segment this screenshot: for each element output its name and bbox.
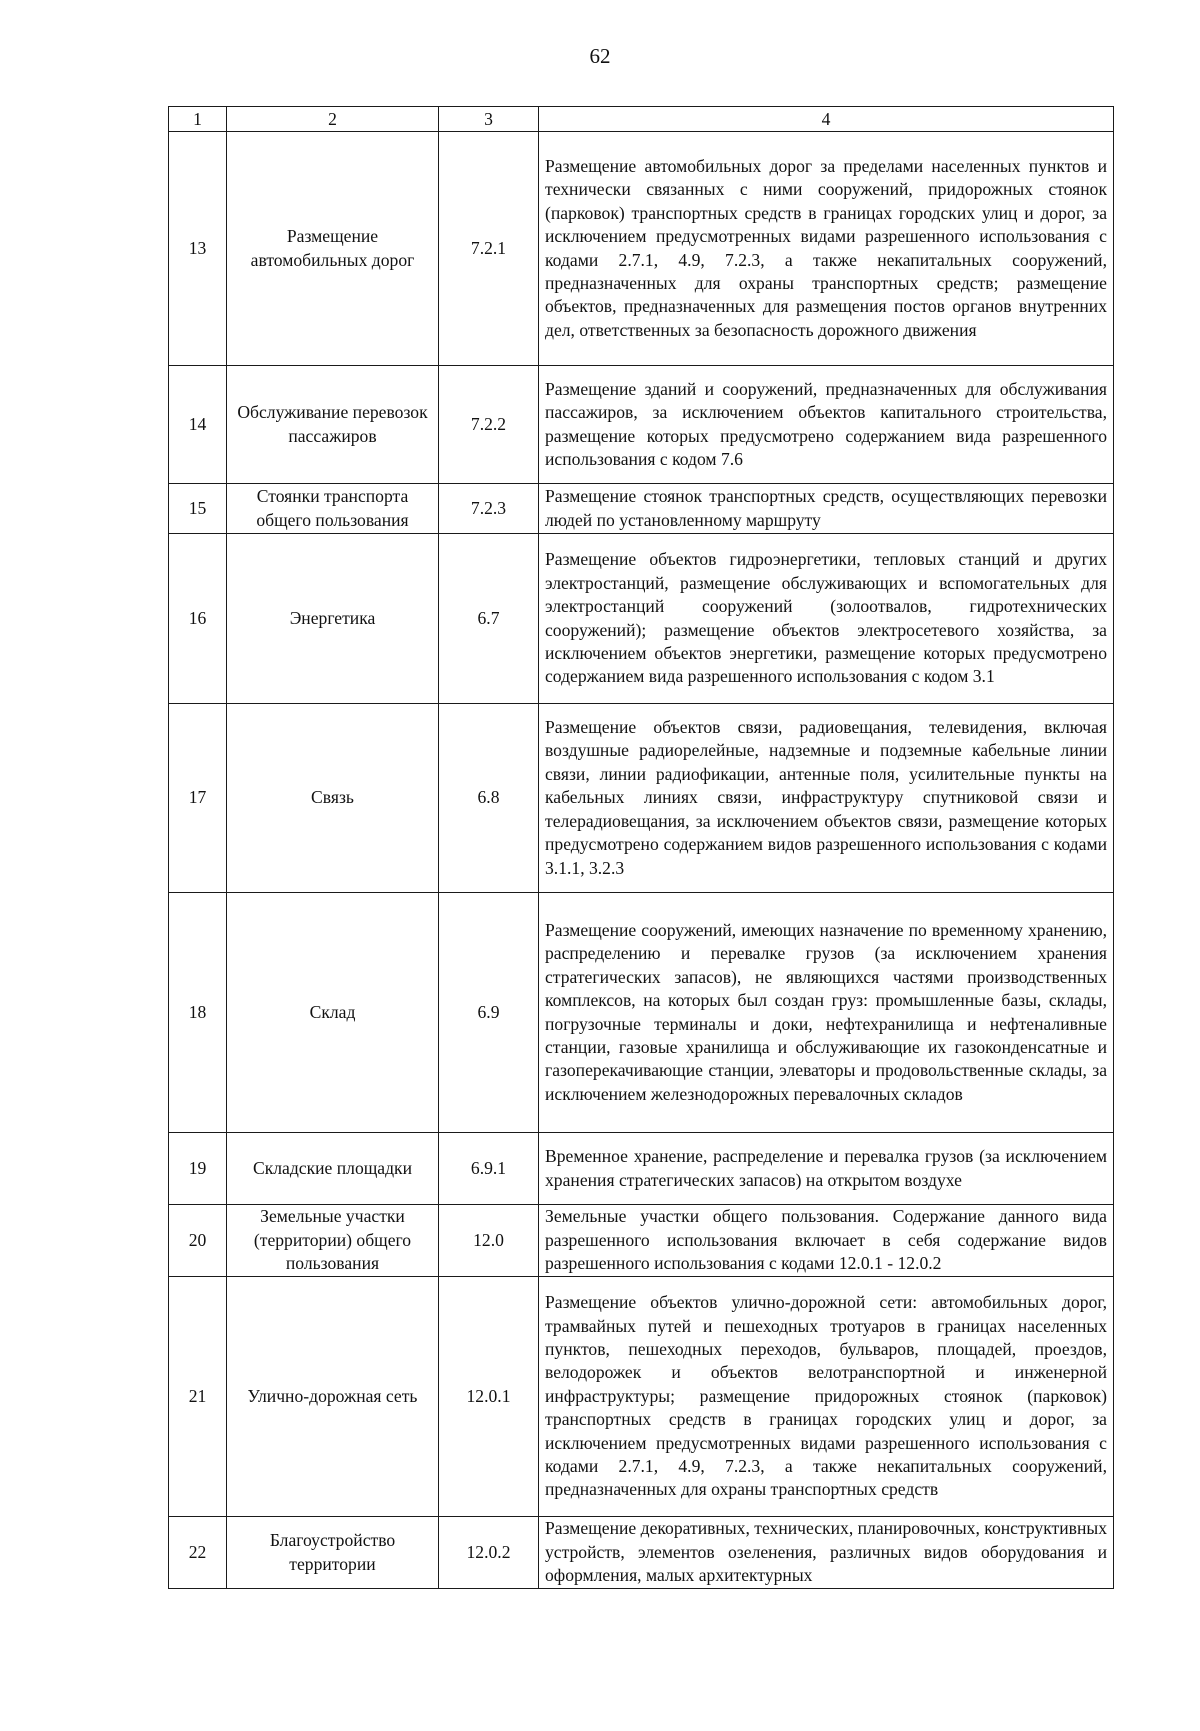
- use-type-code: 6.7: [439, 534, 539, 704]
- use-type-name: Размещение автомобильных дорог: [227, 132, 439, 366]
- use-type-code: 7.2.2: [439, 366, 539, 484]
- row-number: 18: [169, 893, 227, 1133]
- row-number: 19: [169, 1133, 227, 1205]
- row-number: 13: [169, 132, 227, 366]
- column-header: 4: [539, 107, 1114, 132]
- page-number: 62: [589, 44, 611, 68]
- table-row: [169, 704, 1114, 893]
- table-row: [169, 366, 1114, 484]
- use-type-description: Размещение объектов связи, радиовещания, телевидения, включая воздушные радиорелейные, надземные и подземные кабельные линии связи, линии радиофикации, антенные поля, усилительные пункты на кабельных линиях связи, инфраструктуру спутниковой связи и телерадиовещания, за исключением объектов связи, размещение которых предусмотрено содержанием видов разрешенного использования с кодами 3.1.1, 3.2.3: [539, 704, 1114, 893]
- use-type-code: 7.2.3: [439, 484, 539, 534]
- use-type-name: Энергетика: [227, 534, 439, 704]
- column-header: 2: [227, 107, 439, 132]
- row-number: 21: [169, 1277, 227, 1517]
- use-type-code: 6.8: [439, 704, 539, 893]
- row-number: 22: [169, 1517, 227, 1589]
- table-row: [169, 484, 1114, 534]
- table-row: [169, 132, 1114, 366]
- table-row: [169, 1517, 1114, 1589]
- table-row: [169, 1205, 1114, 1277]
- table-row: [169, 1277, 1114, 1517]
- table-row: [169, 893, 1114, 1133]
- table-row: [169, 1133, 1114, 1205]
- row-number: 17: [169, 704, 227, 893]
- use-type-name: Стоянки транспорта общего пользования: [227, 484, 439, 534]
- use-type-description: Размещение объектов улично-дорожной сети: автомобильных дорог, трамвайных путей и пешеходных тротуаров в границах населенных пунктов, пешеходных переходов, бульваров, площадей, проездов, велодорожек и объектов велотранспортной и инженерной инфраструктуры; размещение придорожных стоянок (парковок) транспортных средств в границах городских улиц и дорог, за исключением предусмотренных видами разрешенного использования с кодами 2.7.1, 4.9, 7.2.3, а также некапитальных сооружений, предназначенных для охраны транспортных средств: [539, 1277, 1114, 1517]
- use-type-code: 6.9: [439, 893, 539, 1133]
- table-header-row: [169, 107, 1114, 132]
- use-type-name: Благоустройство территории: [227, 1517, 439, 1589]
- row-number: 14: [169, 366, 227, 484]
- land-use-table: [168, 106, 1114, 1589]
- use-type-name: Обслуживание перевозок пассажиров: [227, 366, 439, 484]
- use-type-description: Размещение стоянок транспортных средств, осуществляющих перевозки людей по установленному маршруту: [539, 484, 1114, 534]
- use-type-description: Временное хранение, распределение и перевалка грузов (за исключением хранения стратегических запасов) на открытом воздухе: [539, 1133, 1114, 1205]
- row-number: 16: [169, 534, 227, 704]
- use-type-code: 6.9.1: [439, 1133, 539, 1205]
- use-type-description: Размещение сооружений, имеющих назначение по временному хранению, распределению и перевалке грузов (за исключением хранения стратегических запасов), не являющихся частями производственных комплексов, на которых был создан груз: промышленные базы, склады, погрузочные терминалы и доки, нефтехранилища и нефтеналивные станции, газовые хранилища и обслуживающие их газоконденсатные и газоперекачивающие станции, элеваторы и продовольственные склады, за исключением железнодорожных перевалочных складов: [539, 893, 1114, 1133]
- use-type-code: 12.0.1: [439, 1277, 539, 1517]
- table-row: [169, 534, 1114, 704]
- use-type-code: 12.0: [439, 1205, 539, 1277]
- use-type-description: Размещение объектов гидроэнергетики, тепловых станций и других электростанций, размещение обслуживающих и вспомогательных для электростанций сооружений (золоотвалов, гидротехнических сооружений); размещение объектов электросетевого хозяйства, за исключением объектов энергетики, размещение которых предусмотрено содержанием вида разрешенного использования с кодом 3.1: [539, 534, 1114, 704]
- column-header: 1: [169, 107, 227, 132]
- use-type-name: Земельные участки (территории) общего пользования: [227, 1205, 439, 1277]
- use-type-description: Размещение зданий и сооружений, предназначенных для обслуживания пассажиров, за исключением объектов капитального строительства, размещение которых предусмотрено содержанием вида разрешенного использования с кодом 7.6: [539, 366, 1114, 484]
- use-type-name: Связь: [227, 704, 439, 893]
- use-type-code: 12.0.2: [439, 1517, 539, 1589]
- use-type-description: Земельные участки общего пользования. Содержание данного вида разрешенного использования включает в себя содержание видов разрешенного использования с кодами 12.0.1 - 12.0.2: [539, 1205, 1114, 1277]
- row-number: 20: [169, 1205, 227, 1277]
- column-header: 3: [439, 107, 539, 132]
- use-type-name: Склад: [227, 893, 439, 1133]
- use-type-description: Размещение автомобильных дорог за пределами населенных пунктов и технически связанных с ними сооружений, придорожных стоянок (парковок) транспортных средств в границах городских улиц и дорог, за исключением предусмотренных видами разрешенного использования с кодами 2.7.1, 4.9, 7.2.3, а также некапитальных сооружений, предназначенных для охраны транспортных средств; размещение объектов, предназначенных для размещения постов органов внутренних дел, ответственных за безопасность дорожного движения: [539, 132, 1114, 366]
- use-type-code: 7.2.1: [439, 132, 539, 366]
- use-type-name: Складские площадки: [227, 1133, 439, 1205]
- use-type-name: Улично-дорожная сеть: [227, 1277, 439, 1517]
- use-type-description: Размещение декоративных, технических, планировочных, конструктивных устройств, элементов озеленения, различных видов оборудования и оформления, малых архитектурных: [539, 1517, 1114, 1589]
- row-number: 15: [169, 484, 227, 534]
